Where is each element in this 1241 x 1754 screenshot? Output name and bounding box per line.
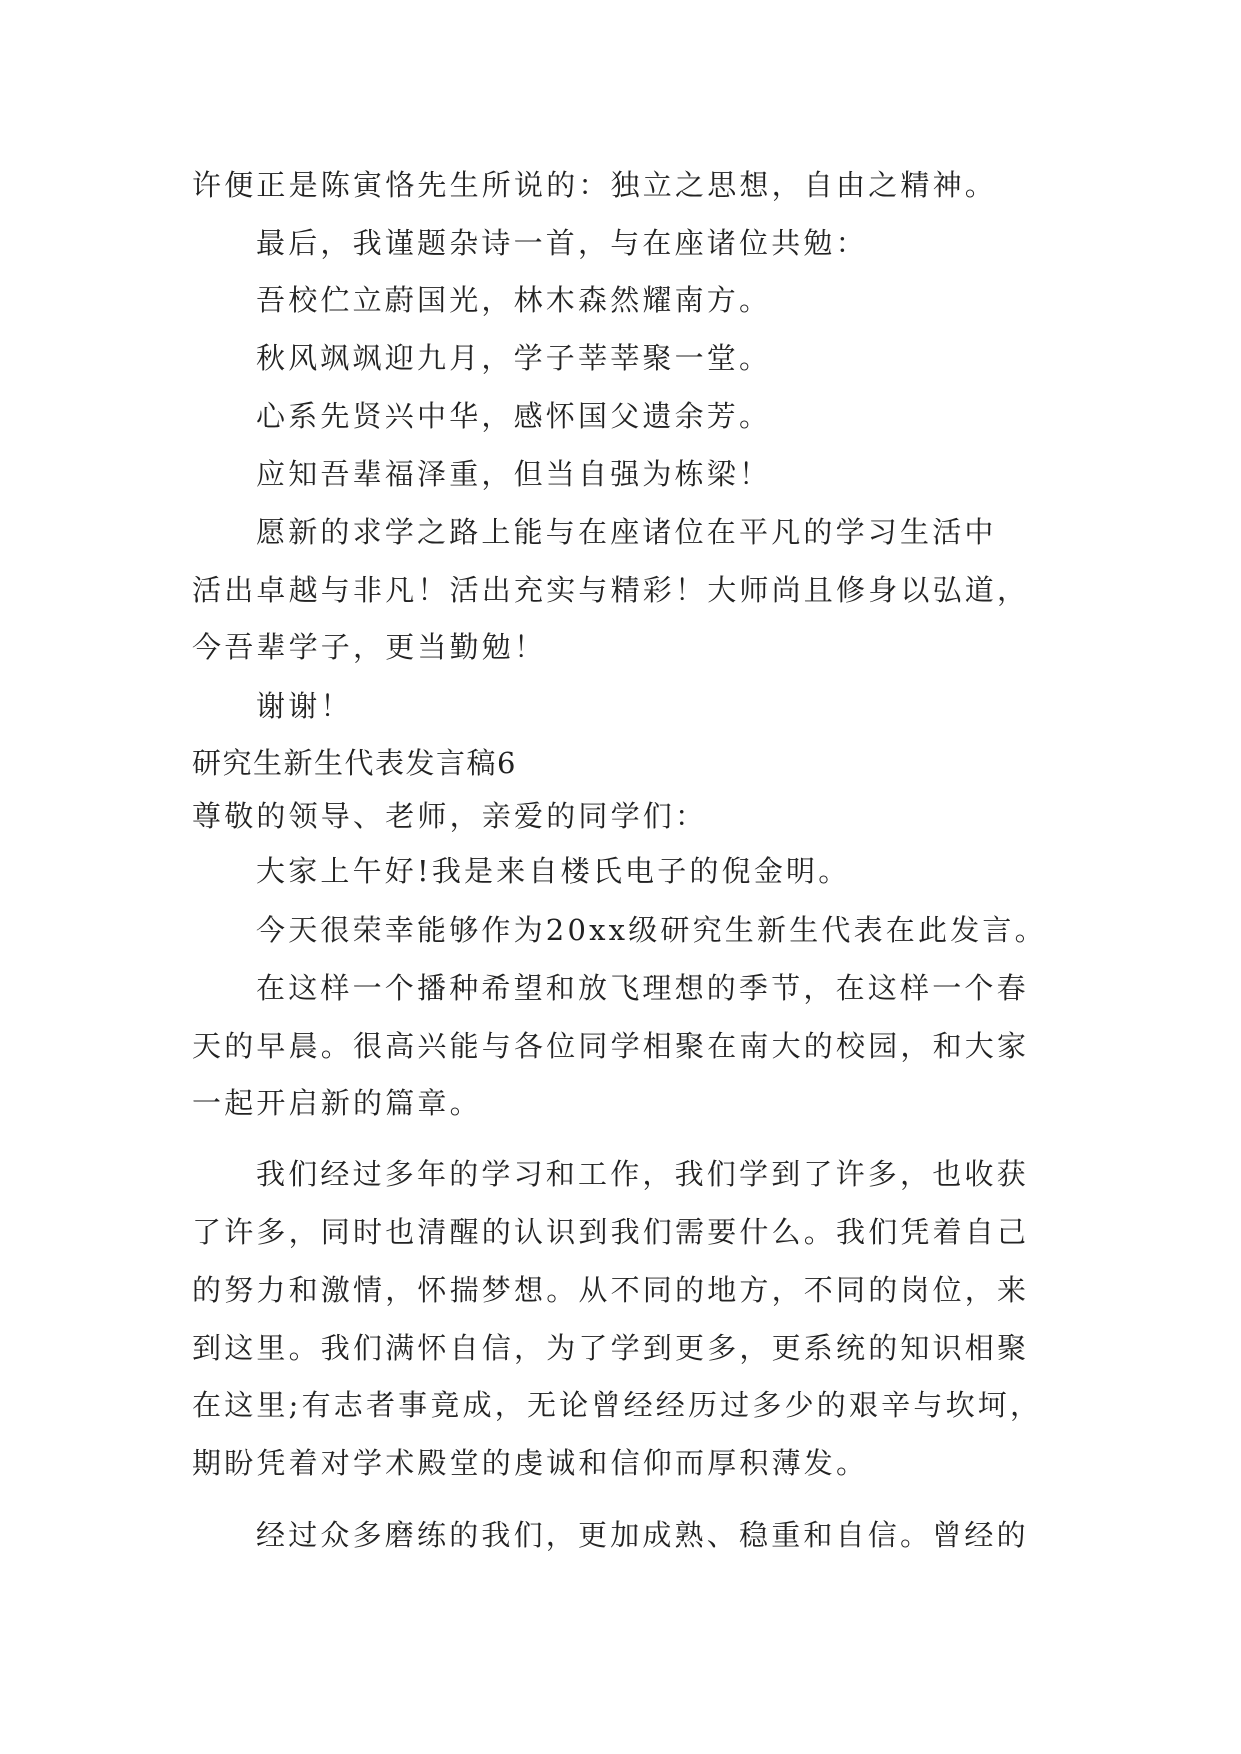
poem-line: 应知吾辈福泽重，但当自强为栋梁！: [256, 457, 772, 491]
poem-line: 心系先贤兴中华，感怀国父遗余芳。: [256, 399, 772, 433]
paragraph-line: 我们经过多年的学习和工作，我们学到了许多，也收获: [256, 1157, 1029, 1191]
paragraph-line: 今吾辈学子，更当勤勉！: [192, 630, 547, 664]
paragraph-line: 在这样一个播种希望和放飞理想的季节，在这样一个春: [256, 971, 1029, 1005]
poem-line: 吾校伫立蔚国光，林木森然耀南方。: [256, 283, 772, 317]
paragraph-line: 在这里;有志者事竟成，无论曾经经历过多少的艰辛与坎坷，: [192, 1388, 1043, 1422]
section-title: 研究生新生代表发言稿6: [192, 746, 517, 780]
paragraph-line: 许便正是陈寅恪先生所说的：独立之思想，自由之精神。: [192, 168, 998, 202]
paragraph-line: 经过众多磨练的我们，更加成熟、稳重和自信。曾经的: [256, 1518, 1029, 1552]
paragraph-line: 谢谢！: [256, 689, 353, 723]
paragraph-line: 的努力和激情，怀揣梦想。从不同的地方，不同的岗位，来: [192, 1273, 1030, 1307]
paragraph-line: 了许多，同时也清醒的认识到我们需要什么。我们凭着自己: [192, 1215, 1030, 1249]
paragraph-line: 最后，我谨题杂诗一首，与在座诸位共勉：: [256, 226, 868, 260]
paragraph-line: 今天很荣幸能够作为20xx级研究生新生代表在此发言。: [256, 913, 1047, 947]
paragraph-line: 天的早晨。很高兴能与各位同学相聚在南大的校园，和大家: [192, 1029, 1030, 1063]
paragraph-line: 愿新的求学之路上能与在座诸位在平凡的学习生活中: [256, 515, 997, 549]
paragraph-line: 一起开启新的篇章。: [192, 1086, 482, 1120]
paragraph-line: 到这里。我们满怀自信，为了学到更多，更系统的知识相聚: [192, 1331, 1030, 1365]
salutation: 尊敬的领导、老师，亲爱的同学们：: [192, 799, 708, 833]
paragraph-line: 大家上午好!我是来自楼氏电子的倪金明。: [256, 854, 851, 888]
paragraph-line: 活出卓越与非凡！活出充实与精彩！大师尚且修身以弘道，: [192, 573, 1030, 607]
paragraph-line: 期盼凭着对学术殿堂的虔诚和信仰而厚积薄发。: [192, 1446, 869, 1480]
poem-line: 秋风飒飒迎九月，学子莘莘聚一堂。: [256, 341, 772, 375]
